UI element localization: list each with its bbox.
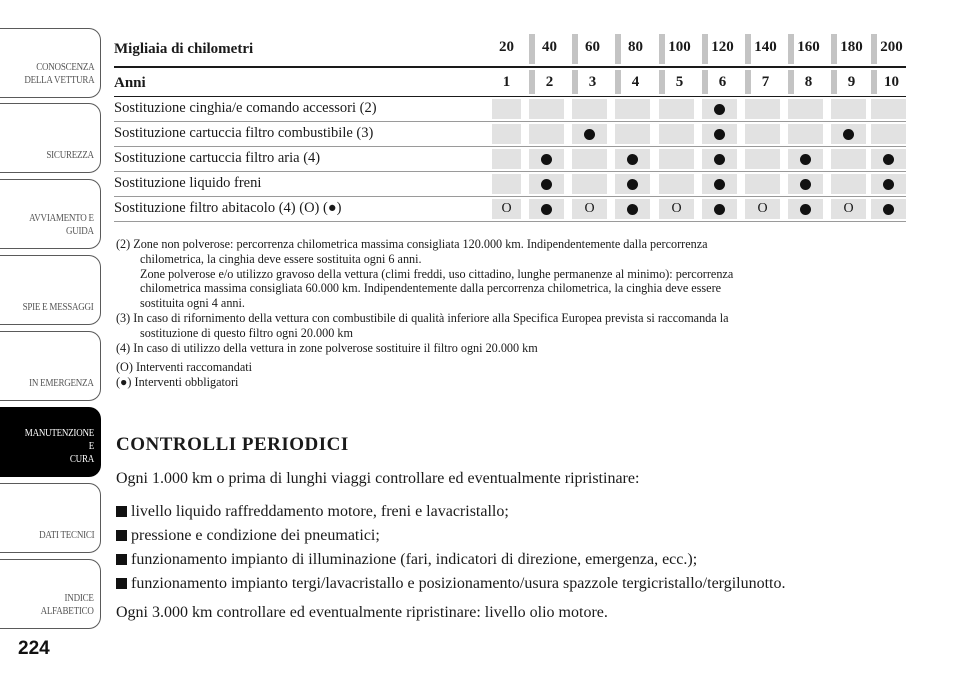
service-row	[114, 147, 906, 172]
row-label: Migliaia di chilometri	[114, 41, 254, 57]
service-cell	[492, 174, 521, 194]
mandatory-mark	[714, 129, 725, 140]
chapter-tab-label: IN EMERGENZA	[29, 377, 94, 389]
service-cell	[831, 99, 866, 119]
check-item	[116, 527, 380, 545]
mandatory-mark	[541, 154, 552, 165]
service-cell	[572, 174, 607, 194]
mandatory-mark	[627, 204, 638, 215]
service-cell: O	[831, 199, 866, 219]
km-header-cell: 200	[871, 34, 906, 64]
service-cell	[745, 149, 780, 169]
service-cell	[615, 174, 650, 194]
chapter-tab-label: SPIE E MESSAGGI	[23, 301, 94, 313]
service-cell	[615, 124, 650, 144]
mandatory-mark	[800, 204, 811, 215]
service-cell	[572, 149, 607, 169]
chapter-tab-label: DATI TECNICI	[38, 529, 94, 541]
service-row	[114, 197, 906, 222]
service-cell	[831, 124, 866, 144]
chapter-tab-8[interactable]	[0, 559, 101, 629]
check-item-text: funzionamento impianto di illuminazione (fari, indicatori di direzione, emergenza, ecc.);	[131, 551, 698, 568]
note-2-cont: chilometrica, la cinghia deve essere sostituita ogni 6 anni.	[140, 251, 422, 266]
note-3-cont: sostituzione di questo filtro ogni 20.000 km	[140, 325, 353, 340]
chapter-tab-label: MANUTENZIONE E CURA	[24, 427, 95, 465]
service-cell	[702, 149, 737, 169]
km-header-cell: 60	[572, 34, 607, 64]
service-cell	[529, 149, 564, 169]
km-header-cell: 100	[659, 34, 694, 64]
service-cell: O	[492, 199, 521, 219]
mandatory-mark	[883, 179, 894, 190]
service-cell	[492, 149, 521, 169]
check-item-text: livello liquido raffreddamento motore, freni e lavacristallo;	[131, 503, 509, 520]
row-label: Sostituzione cartuccia filtro combustibile (3)	[114, 125, 374, 141]
mandatory-mark	[800, 179, 811, 190]
note-2-dusty-cont: chilometrica massima consigliata 60.000 km. Indipendentemente dalla percorrenza chilometrica, la cinghia deve essere	[140, 281, 722, 296]
chapter-tab-5[interactable]	[0, 331, 101, 401]
chapter-tab-7[interactable]	[0, 483, 101, 553]
km-header-cell: 20	[499, 39, 514, 55]
section-outro: Ogni 3.000 km controllare ed eventualmente ripristinare: livello olio motore.	[116, 604, 608, 621]
service-row	[114, 97, 906, 122]
service-cell	[745, 124, 780, 144]
page-number: 224	[18, 638, 50, 659]
year-cell: 6	[702, 70, 737, 94]
chapter-tab-3[interactable]	[0, 179, 101, 249]
year-cell: 3	[572, 70, 607, 94]
mandatory-mark	[883, 204, 894, 215]
service-cell	[831, 174, 866, 194]
service-cell	[529, 199, 564, 219]
service-cell	[871, 174, 906, 194]
note-2: (2) Zone non polverose: percorrenza chilometrica massima consigliata 120.000 km. Indipendentemente dalla percorrenza	[116, 237, 708, 251]
service-cell	[788, 174, 823, 194]
year-cell: 10	[871, 70, 906, 94]
km-header-cell: 180	[831, 34, 866, 64]
chapter-tab-6[interactable]	[0, 407, 101, 477]
service-cell	[572, 124, 607, 144]
table-notes	[116, 237, 906, 390]
year-cell: 1	[502, 73, 511, 90]
row-label: Sostituzione filtro abitacolo (4) (O) (●)	[114, 200, 342, 216]
mandatory-mark	[541, 179, 552, 190]
check-item	[116, 575, 786, 593]
note-2-dusty-end: sostituita ogni 4 anni.	[140, 296, 245, 311]
km-header-row	[114, 32, 906, 68]
year-cell: 5	[659, 70, 694, 94]
mandatory-mark	[714, 204, 725, 215]
mandatory-mark	[584, 129, 595, 140]
mandatory-mark	[800, 154, 811, 165]
section-intro: Ogni 1.000 km o prima di lunghi viaggi controllare ed eventualmente ripristinare:	[116, 470, 640, 487]
row-label: Anni	[114, 75, 146, 91]
service-cell	[788, 99, 823, 119]
mandatory-mark	[714, 154, 725, 165]
service-cell	[615, 99, 650, 119]
check-item-text: funzionamento impianto tergi/lavacristallo e posizionamento/usura spazzole tergicristallo/tergilunotto.	[131, 575, 786, 592]
service-cell	[659, 124, 694, 144]
mandatory-mark	[541, 204, 552, 215]
year-cell: 8	[788, 70, 823, 94]
chapter-tab-4[interactable]	[0, 255, 101, 325]
service-cell	[788, 199, 823, 219]
km-header-cell: 120	[702, 34, 737, 64]
service-row	[114, 122, 906, 147]
service-cell	[871, 124, 906, 144]
service-cell	[871, 99, 906, 119]
service-cell	[529, 124, 564, 144]
check-item-text: pressione e condizione dei pneumatici;	[131, 527, 380, 544]
mandatory-mark	[627, 179, 638, 190]
service-cell	[615, 149, 650, 169]
mandatory-mark	[627, 154, 638, 165]
section-title: CONTROLLI PERIODICI	[116, 434, 349, 455]
service-cell	[572, 99, 607, 119]
checkbox-bullet-icon	[116, 578, 127, 589]
service-cell	[529, 99, 564, 119]
mandatory-mark	[843, 129, 854, 140]
mandatory-mark	[714, 104, 725, 115]
legend-recommended: (O) Interventi raccomandati	[116, 360, 253, 375]
service-cell	[831, 149, 866, 169]
row-label: Sostituzione liquido freni	[114, 175, 262, 191]
row-label: Sostituzione cartuccia filtro aria (4)	[114, 150, 321, 166]
chapter-tab-label: CONOSCENZA DELLA VETTURA	[23, 61, 94, 86]
km-header-cell: 140	[745, 34, 780, 64]
chapter-tab-label: AVVIAMENTO E GUIDA	[29, 212, 94, 237]
km-header-cell: 160	[788, 34, 823, 64]
km-header-cell: 40	[529, 34, 564, 64]
year-cell: 4	[615, 70, 650, 94]
checkbox-bullet-icon	[116, 506, 127, 517]
service-cell	[615, 199, 650, 219]
year-cell: 7	[745, 70, 780, 94]
note-3: (3) In caso di rifornimento della vettura con combustibile di qualità inferiore alla Specifica Europea prevista si raccomanda la	[116, 310, 729, 325]
year-cell: 2	[529, 70, 564, 94]
service-row	[114, 172, 906, 197]
service-cell	[492, 124, 521, 144]
service-cell: O	[572, 199, 607, 219]
years-row	[114, 68, 906, 97]
maintenance-table	[114, 32, 906, 222]
service-cell	[659, 99, 694, 119]
checkbox-bullet-icon	[116, 554, 127, 565]
service-cell	[702, 174, 737, 194]
checkbox-bullet-icon	[116, 530, 127, 541]
service-cell: O	[745, 199, 780, 219]
check-item	[116, 503, 509, 521]
service-cell	[788, 124, 823, 144]
service-cell	[702, 124, 737, 144]
service-cell	[788, 149, 823, 169]
year-cell: 9	[831, 70, 866, 94]
service-cell: O	[659, 199, 694, 219]
chapter-tab-label: INDICE ALFABETICO	[40, 592, 94, 617]
service-cell	[871, 199, 906, 219]
legend-mandatory: (●) Interventi obbligatori	[116, 375, 239, 390]
check-item	[116, 551, 697, 569]
km-header-cell: 80	[615, 34, 650, 64]
service-cell	[745, 99, 780, 119]
service-cell	[871, 149, 906, 169]
chapter-tab-label: SICUREZZA	[46, 149, 94, 161]
mandatory-mark	[883, 154, 894, 165]
note-2-dusty: Zone polverose e/o utilizzo gravoso della vettura (climi freddi, uso cittadino, lunghe permanenze al minimo): percorrenza	[140, 266, 734, 281]
chapter-tab-2[interactable]	[0, 103, 101, 173]
mandatory-mark	[714, 179, 725, 190]
service-cell	[745, 174, 780, 194]
service-cell	[702, 99, 737, 119]
row-label: Sostituzione cinghia/e comando accessori (2)	[114, 100, 377, 116]
service-cell	[659, 174, 694, 194]
service-cell	[529, 174, 564, 194]
service-cell	[659, 149, 694, 169]
chapter-tab-1[interactable]	[0, 28, 101, 98]
note-4: (4) In caso di utilizzo della vettura in zone polverose sostituire il filtro ogni 20.000 km	[116, 340, 538, 355]
service-cell	[492, 99, 521, 119]
service-cell	[702, 199, 737, 219]
